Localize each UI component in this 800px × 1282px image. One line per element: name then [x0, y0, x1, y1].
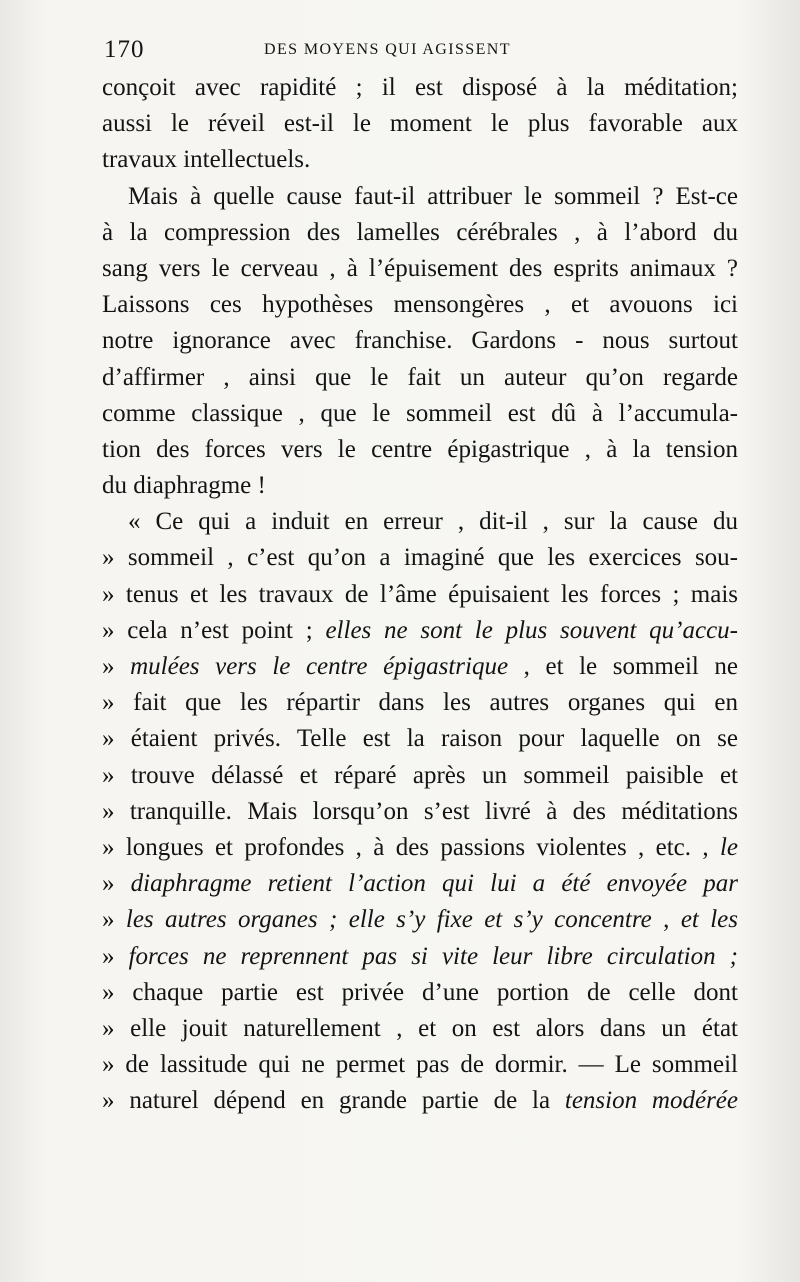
text-run: Mais à quelle cause faut-il attribuer le sommeil ? Est-ce — [128, 182, 738, 210]
text-line — [102, 1011, 738, 1047]
text-run: » — [102, 653, 131, 680]
text-run: » — [102, 906, 126, 934]
text-line — [102, 287, 738, 323]
text-line — [102, 540, 738, 576]
text-line — [102, 649, 738, 685]
text-line — [102, 1083, 738, 1119]
text-run: , — [651, 906, 681, 934]
text-line — [102, 685, 738, 721]
text-line — [102, 758, 738, 794]
text-run: aussi le réveil est-il le moment le plus favorable aux — [102, 110, 738, 138]
text-run: Laissons ces hypothèses mensongères , et avouons ici — [102, 291, 738, 319]
text-line — [102, 794, 738, 830]
text-run: » tranquille. Mais lorsqu’on s’est livré à des méditations — [102, 797, 738, 825]
text-run: à la compression des lamelles cérébrales , à l’abord du — [102, 218, 738, 246]
text-run: » — [102, 870, 131, 898]
italic-text: et les — [680, 906, 739, 934]
text-line — [102, 902, 738, 938]
text-line — [102, 721, 738, 757]
text-run: du diaphragme ! — [102, 472, 266, 500]
italic-text: elles ne sont le plus souvent qu’accu- — [325, 616, 738, 644]
italic-text: le — [719, 833, 738, 861]
text-run: tion des forces vers le centre épigastrique , à la tension — [102, 435, 738, 463]
text-line — [102, 939, 738, 975]
page-header — [104, 36, 736, 66]
text-line — [102, 830, 738, 866]
text-line — [102, 577, 738, 613]
text-run: » elle jouit naturellement , et on est alors dans un état — [102, 1014, 738, 1042]
text-line — [102, 468, 738, 504]
text-run: » de lassitude qui ne permet pas de dormir. — Le sommeil — [102, 1051, 738, 1079]
text-run: d’affirmer , ainsi que le fait un auteur qu’on regarde — [102, 363, 738, 391]
text-line — [102, 251, 738, 287]
text-line — [102, 142, 738, 178]
running-head: DES MOYENS QUI AGISSENT — [264, 41, 511, 58]
text-line — [102, 360, 738, 396]
text-run: » tenus et les travaux de l’âme épuisaient les forces ; mais — [102, 580, 738, 608]
text-run: » naturel dépend en grande partie de la — [102, 1087, 565, 1115]
text-line — [102, 432, 738, 468]
text-run: » cela n’est point ; — [102, 616, 326, 644]
text-run: « Ce qui a induit en erreur , dit-il , sur la cause du — [128, 508, 738, 536]
text-run: notre ignorance avec franchise. Gardons - nous surtout — [102, 327, 738, 355]
text-run: » trouve délassé et réparé après un sommeil paisible et — [102, 761, 738, 789]
text-run: conçoit avec rapidité ; il est disposé à la méditation; — [102, 74, 738, 101]
italic-text: tension modérée — [564, 1087, 738, 1115]
text-line — [102, 106, 738, 142]
text-line — [102, 1047, 738, 1083]
text-line — [102, 323, 738, 359]
text-run: » chaque partie est privée d’une portion de celle dont — [102, 978, 738, 1006]
italic-text: diaphragme retient l’action qui lui a été envoyée par — [130, 870, 738, 898]
text-run: » — [102, 942, 129, 970]
text-run: » longues et profondes , à des passions violentes , etc. , — [102, 833, 720, 861]
italic-text: forces ne reprennent pas si vite leur libre circulation ; — [128, 942, 738, 970]
italic-text: les autres organes ; elle s’y fixe et s’y concentre — [125, 906, 652, 934]
text-run: , et le sommeil ne — [508, 653, 739, 680]
page-number: 170 — [104, 36, 145, 63]
text-run: sang vers le cerveau , à l’épuisement des esprits animaux ? — [102, 254, 738, 282]
text-line — [102, 504, 738, 540]
text-line — [102, 613, 738, 649]
text-line — [102, 396, 738, 432]
text-line — [102, 975, 738, 1011]
text-line — [102, 215, 738, 251]
text-line — [102, 179, 738, 215]
text-line — [102, 70, 738, 106]
text-run: travaux intellectuels. — [102, 146, 311, 174]
text-run: » sommeil , c’est qu’on a imaginé que les exercices sou- — [102, 544, 738, 572]
text-line — [102, 866, 738, 902]
text-run: » étaient privés. Telle est la raison pour laquelle on se — [102, 725, 738, 753]
text-run: comme classique , que le sommeil est dû à l’accumula- — [102, 399, 738, 427]
body-text — [102, 70, 738, 1119]
text-run: » fait que les répartir dans les autres organes qui en — [102, 689, 738, 717]
italic-text: mulées vers le centre épigastrique — [130, 653, 509, 680]
